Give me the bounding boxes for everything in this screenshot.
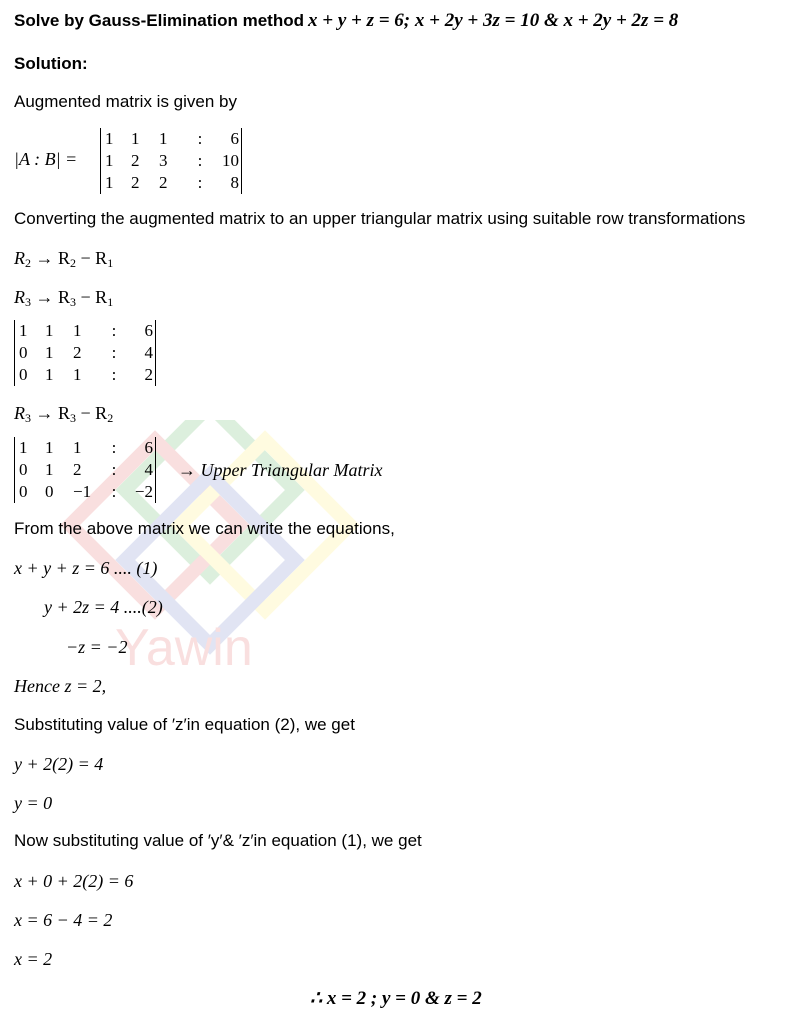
hence-z: Hence z = 2, (14, 676, 107, 696)
row-op-3: $R_3 \to R_3 - R_2$ (14, 403, 114, 425)
matrix-cell: 1 (45, 365, 54, 384)
step-4: x = 6 − 4 = 2 (14, 910, 113, 930)
substitute-z-text: Substituting value of ′z′in equation (2), we get (14, 715, 355, 734)
matrix-row (101, 128, 241, 150)
row-op-2: $R_3 \to R_3 - R_1$ (14, 287, 114, 309)
matrix-cell: 1 (19, 321, 28, 340)
step-3: x + 0 + 2(2) = 6 (14, 871, 134, 891)
problem-equations: x + y + z = 6; x + 2y + 3z = 10 & x + 2y + 2z = 8 (308, 10, 679, 31)
augmented-matrix (100, 128, 242, 194)
matrix-cell: 2 (73, 343, 82, 362)
matrix-cell: 0 (45, 482, 54, 501)
matrix-cell: 1 (45, 438, 54, 457)
upper-triangular-matrix (14, 437, 156, 503)
problem-title: Solve by Gauss-Elimination method (14, 11, 304, 30)
matrix-after-op2-table (15, 320, 155, 386)
matrix-cell: 0 (19, 365, 28, 384)
equation-1: x + y + z = 6 .... (1) (14, 558, 158, 578)
matrix-after-op2 (14, 320, 156, 386)
matrix-cell: 0 (19, 343, 28, 362)
matrix-cell: 1 (45, 321, 54, 340)
matrix-cell: 1 (159, 129, 168, 148)
matrix-row (15, 342, 155, 364)
matrix-cell: 1 (45, 460, 54, 479)
matrix-row (101, 172, 241, 194)
solution-heading: Solution: (14, 54, 88, 73)
matrix-cell: : (111, 460, 117, 479)
matrix-row (15, 364, 155, 386)
matrix-cell: 1 (19, 438, 28, 457)
matrix-cell: 2 (131, 173, 140, 192)
matrix-cell: 6 (230, 129, 239, 148)
matrix-row (15, 481, 155, 503)
watermark-text: Yawin (115, 619, 253, 677)
matrix-cell: 1 (105, 129, 114, 148)
augmented-label: |A : B| = (14, 149, 78, 169)
matrix-cell: 3 (159, 151, 168, 170)
matrix-cell: 0 (19, 482, 28, 501)
matrix-cell: 6 (144, 438, 153, 457)
step-2: y = 0 (14, 793, 53, 813)
equation-3: −z = −2 (66, 637, 128, 657)
matrix-cell: 1 (105, 173, 114, 192)
matrix-cell: : (197, 151, 203, 170)
matrix-cell: 1 (105, 151, 114, 170)
matrix-cell: 2 (131, 151, 140, 170)
upper-triangular-matrix-table (15, 437, 155, 503)
matrix-cell: 2 (73, 460, 82, 479)
matrix-cell: 0 (19, 460, 28, 479)
matrix-cell: 10 (222, 151, 239, 170)
step-1: y + 2(2) = 4 (14, 754, 104, 774)
matrix-cell: 1 (131, 129, 140, 148)
matrix-cell: 4 (144, 343, 153, 362)
matrix-cell: −2 (134, 482, 153, 501)
matrix-row (15, 437, 155, 459)
augmented-intro: Augmented matrix is given by (14, 92, 237, 111)
matrix-row (15, 320, 155, 342)
matrix-cell: 1 (45, 343, 54, 362)
matrix-cell: : (197, 129, 203, 148)
matrix-row (101, 150, 241, 172)
from-text: From the above matrix we can write the equations, (14, 519, 395, 538)
matrix-cell: 2 (159, 173, 168, 192)
matrix-cell: −1 (73, 482, 92, 501)
matrix-cell: : (111, 321, 117, 340)
matrix-cell: : (111, 438, 117, 457)
matrix-cell: 8 (230, 173, 239, 192)
matrix-row (15, 459, 155, 481)
convert-text: Converting the augmented matrix to an upper triangular matrix using suitable row transformations (14, 209, 746, 228)
matrix-cell: 1 (73, 365, 82, 384)
matrix-cell: : (111, 482, 117, 501)
matrix-cell: 1 (73, 321, 82, 340)
equation-2: y + 2z = 4 ....(2) (44, 597, 163, 617)
matrix-cell: : (197, 173, 203, 192)
problem-statement (14, 10, 678, 32)
matrix-cell: : (111, 365, 117, 384)
matrix-cell: 6 (144, 321, 153, 340)
step-5: x = 2 (14, 949, 53, 969)
upper-triangular-label: → Upper Triangular Matrix (178, 460, 383, 480)
row-op-1: $R_2 \to R_2 - R_1$ (14, 248, 114, 270)
augmented-matrix-table (101, 128, 241, 194)
matrix-cell: 4 (144, 460, 153, 479)
final-answer: ∴ x = 2 ; y = 0 & z = 2 (310, 988, 482, 1009)
matrix-cell: : (111, 343, 117, 362)
matrix-cell: 1 (73, 438, 82, 457)
matrix-cell: 2 (144, 365, 153, 384)
substitute-yz-text: Now substituting value of ′y′& ′z′in equation (1), we get (14, 831, 422, 850)
